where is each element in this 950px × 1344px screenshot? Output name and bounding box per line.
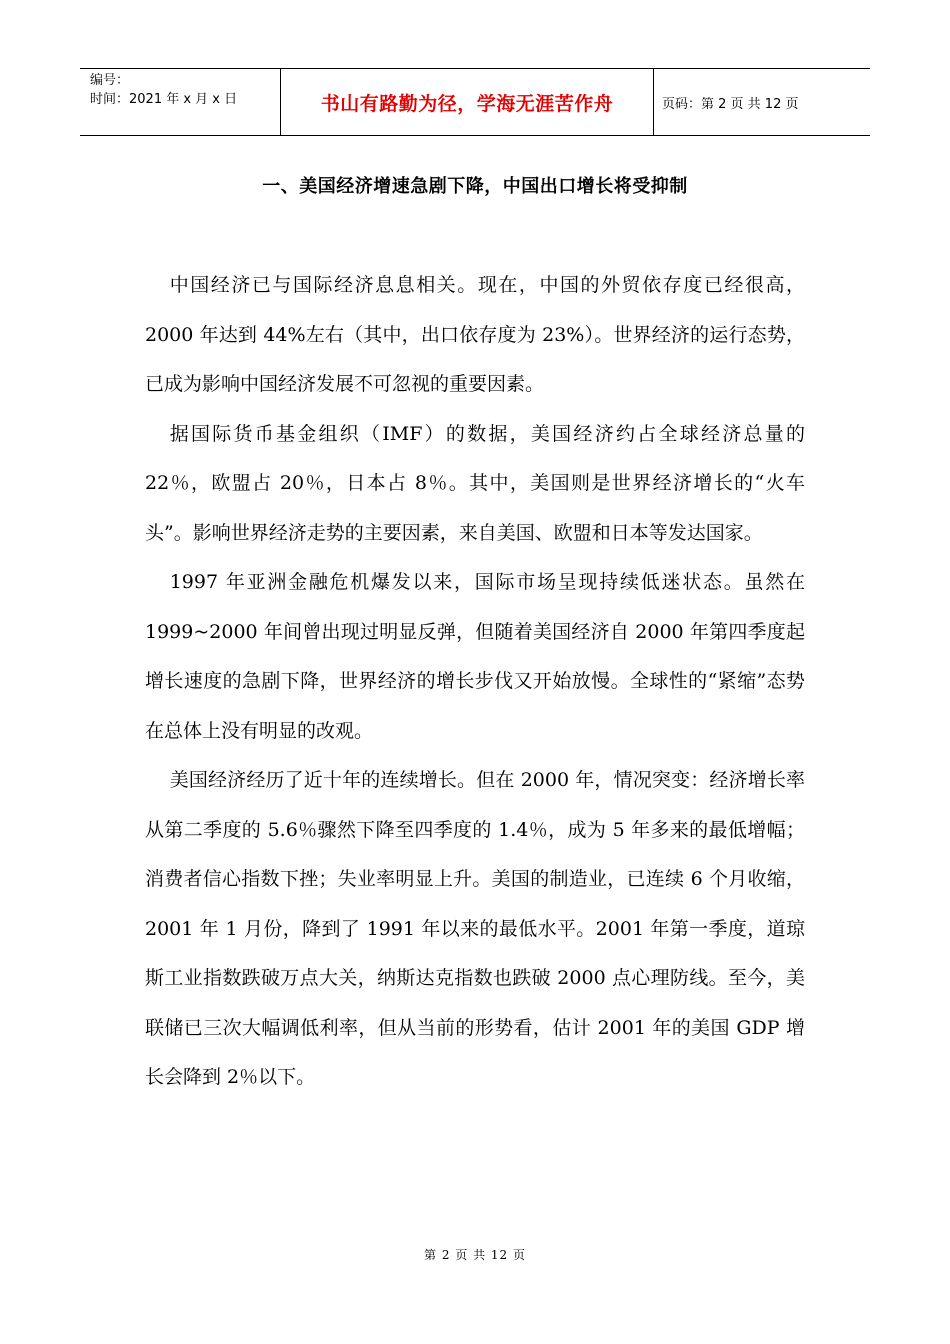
page-footer: 第 2 页 共 12 页	[424, 1248, 526, 1262]
document-body	[145, 261, 805, 1103]
document-number-label: 编号：	[90, 73, 130, 88]
section-title: 一、美国经济增速急剧下降，中国出口增长将受抑制	[262, 176, 688, 197]
header-meta-cell	[80, 69, 281, 135]
paragraph: 美国经济经历了近十年的连续增长。但在 2000 年，情况突变：经济增长率从第二季度的 5.6％骤然下降至四季度的 1.4％，成为 5 年多来的最低增幅；消费者信心指数下挫；失业率明显上升。美国的制造业，已连续 6 个月收缩，2001 年 1 月份，降到了 1991 年以来的最低水平。2001 年第一季度，道琼斯工业指数跌破万点大关，纳斯达克指数也跌破 2000 点心理防线。至今，美联储已三次大幅调低利率，但从当前的形势看，估计 2001 年的美国 GDP 增长会降到 2％以下。	[145, 769, 805, 1088]
document-date-label: 时间：2021 年 x 月 x 日	[90, 92, 238, 107]
paragraph: 据国际货币基金组织（IMF）的数据，美国经济约占全球经济总量的 22％，欧盟占 20％，日本占 8％。其中，美国则是世界经济增长的“火车头”。影响世界经济走势的主要因素，来自美国、欧盟和日本等发达国家。	[145, 422, 805, 544]
paragraph: 1997 年亚洲金融危机爆发以来，国际市场呈现持续低迷状态。虽然在 1999~2000 年间曾出现过明显反弹，但随着美国经济自 2000 年第四季度起增长速度的急剧下降，世界经济的增长步伐又开始放慢。全球性的“紧缩”态势在总体上没有明显的改观。	[145, 571, 805, 742]
paragraph: 中国经济已与国际经济息息相关。现在，中国的外贸依存度已经很高，2000 年达到 44%左右（其中，出口依存度为 23%）。世界经济的运行态势，已成为影响中国经济发展不可忽视的重要因素。	[145, 274, 805, 395]
header-motto: 书山有路勤为径，学海无涯苦作舟	[281, 69, 654, 135]
page-header	[80, 68, 870, 136]
header-page-info: 页码：第 2 页 共 12 页	[662, 96, 799, 112]
